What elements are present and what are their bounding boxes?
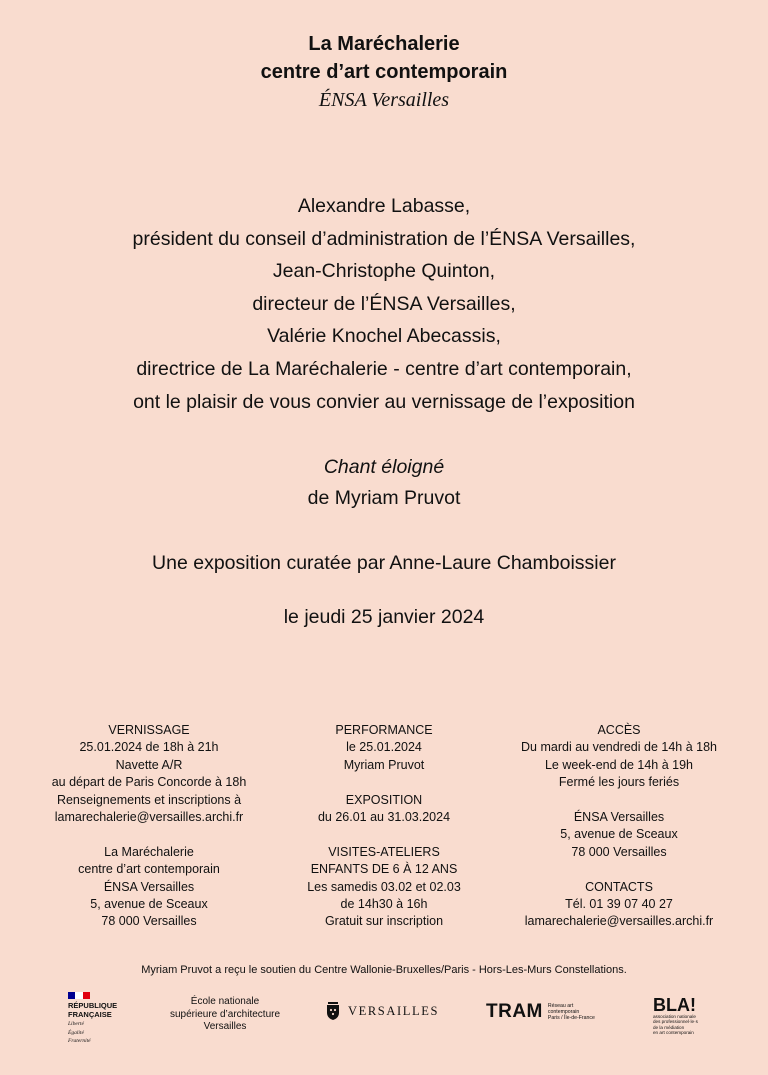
column-line: 5, avenue de Sceaux	[560, 827, 678, 842]
bla-tagline-line: en art contemporain	[653, 1029, 694, 1035]
email-link[interactable]: lamarechalerie@versailles.archi.fr	[54, 810, 244, 825]
tram-tagline	[548, 1003, 595, 1022]
invitation-line: directeur de l’ÉNSA Versailles,	[252, 292, 516, 315]
versailles-crest-icon	[326, 1002, 340, 1020]
column-vernissage	[0, 722, 298, 931]
invitation-line: Jean-Christophe Quinton,	[272, 260, 496, 283]
motto-line: Liberté	[68, 1021, 84, 1027]
event-date: le jeudi 25 janvier 2024	[283, 606, 485, 628]
column-line: VERNISSAGE	[108, 723, 190, 737]
column-line: Les samedis 03.02 et 02.03	[307, 879, 461, 894]
column-line: EXPOSITION	[345, 792, 423, 807]
spacer	[284, 826, 484, 843]
support-line: Myriam Pruvot a reçu le soutien du Centre Wallonie-Bruxelles/Paris - Hors-Les-Murs Constellations.	[141, 964, 627, 976]
ensa-logo	[163, 996, 287, 1034]
column-line: 78 000 Versailles	[101, 914, 197, 929]
column-line: Navette A/R	[115, 757, 183, 772]
column-line: 5, avenue de Sceaux	[90, 897, 208, 912]
column-line: Myriam Pruvot	[343, 757, 425, 772]
column-line: Le week-end de 14h à 19h	[544, 757, 694, 772]
column-line: PERFORMANCE	[335, 723, 433, 737]
column-performance	[284, 722, 484, 931]
header	[0, 30, 768, 114]
venue-subtitle: centre d’art contemporain	[260, 61, 508, 83]
spacer	[489, 861, 749, 878]
tram-wordmark: TRAM	[486, 1001, 543, 1022]
column-line: La Maréchalerie	[104, 844, 194, 859]
bla-tagline-line: de la médiation	[653, 1024, 685, 1030]
french-flag-icon	[68, 992, 90, 999]
curator-line: Une exposition curatée par Anne-Laure Chamboissier	[152, 552, 616, 574]
column-line: 25.01.2024 de 18h à 21h	[79, 740, 219, 755]
exhibition-block	[0, 452, 768, 514]
column-line: Gratuit sur inscription	[324, 914, 444, 929]
partner-logos	[0, 990, 768, 1050]
column-line: du 26.01 au 31.03.2024	[317, 810, 451, 825]
versailles-wordmark: VERSAILLES	[348, 1003, 439, 1018]
column-line: de 14h30 à 16h	[340, 897, 428, 912]
column-line: centre d’art contemporain	[78, 862, 220, 877]
motto-line: Fraternité	[68, 1038, 91, 1044]
versailles-logo	[326, 1002, 439, 1020]
column-line: ÉNSA Versailles	[103, 879, 195, 894]
column-line: le 25.01.2024	[346, 740, 422, 755]
invitation-line: président du conseil d’administration de l’ÉNSA Versailles,	[132, 227, 636, 250]
column-line: Fermé les jours feriés	[558, 775, 680, 790]
spacer	[489, 792, 749, 809]
column-line: 78 000 Versailles	[571, 844, 667, 859]
invitation-line: Valérie Knochel Abecassis,	[267, 325, 501, 348]
tram-tagline-line: contemporain	[547, 1008, 580, 1015]
invitation-line: ont le plaisir de vous convier au vernissage de l’exposition	[133, 390, 635, 413]
exhibition-title: Chant éloigné	[323, 456, 445, 478]
column-line: ACCÈS	[597, 723, 641, 737]
column-line: CONTACTS	[585, 879, 653, 894]
email-link[interactable]: lamarechalerie@versailles.archi.fr	[524, 914, 714, 929]
column-line: Renseignements et inscriptions à	[56, 792, 242, 807]
column-line: Du mardi au vendredi de 14h à 18h	[521, 740, 717, 755]
column-line: ENFANTS DE 6 À 12 ANS	[310, 862, 458, 877]
bla-tagline-line: association nationale	[653, 1014, 696, 1019]
phone-link[interactable]: Tél. 01 39 07 40 27	[565, 897, 673, 912]
spacer	[284, 774, 484, 791]
bla-logo	[653, 996, 698, 1035]
republique-line: RÉPUBLIQUE	[68, 1001, 118, 1010]
school-name: ÉNSA Versailles	[318, 89, 450, 111]
invitation-line: Alexandre Labasse,	[297, 195, 471, 217]
tram-tagline-line: Paris / Île-de-France	[547, 1015, 595, 1022]
tram-logo	[486, 1001, 595, 1023]
venue-name: La Maréchalerie	[308, 33, 460, 55]
bla-tagline-line: des professionnel·le·s	[653, 1019, 698, 1025]
motto-line: Égalité	[68, 1029, 84, 1036]
column-acces	[489, 722, 749, 931]
republique-francaise-logo	[68, 992, 138, 1045]
exhibition-artist: de Myriam Pruvot	[307, 487, 461, 509]
column-line: VISITES-ATELIERS	[328, 844, 440, 859]
column-line: ÉNSA Versailles	[573, 810, 665, 825]
column-line: au départ de Paris Concorde à 18h	[51, 775, 247, 790]
ensa-line: École nationale	[190, 996, 260, 1007]
francaise-line: FRANÇAISE	[68, 1009, 112, 1019]
invitation-text	[0, 190, 768, 418]
tram-tagline-line: Réseau art	[547, 1002, 574, 1009]
invitation-line: directrice de La Maréchalerie - centre d’art contemporain,	[136, 357, 632, 380]
ensa-line: supérieure d’architecture	[169, 1008, 281, 1020]
ensa-line: Versailles	[203, 1021, 247, 1032]
bla-wordmark: BLA!	[653, 995, 696, 1015]
spacer	[0, 826, 298, 843]
